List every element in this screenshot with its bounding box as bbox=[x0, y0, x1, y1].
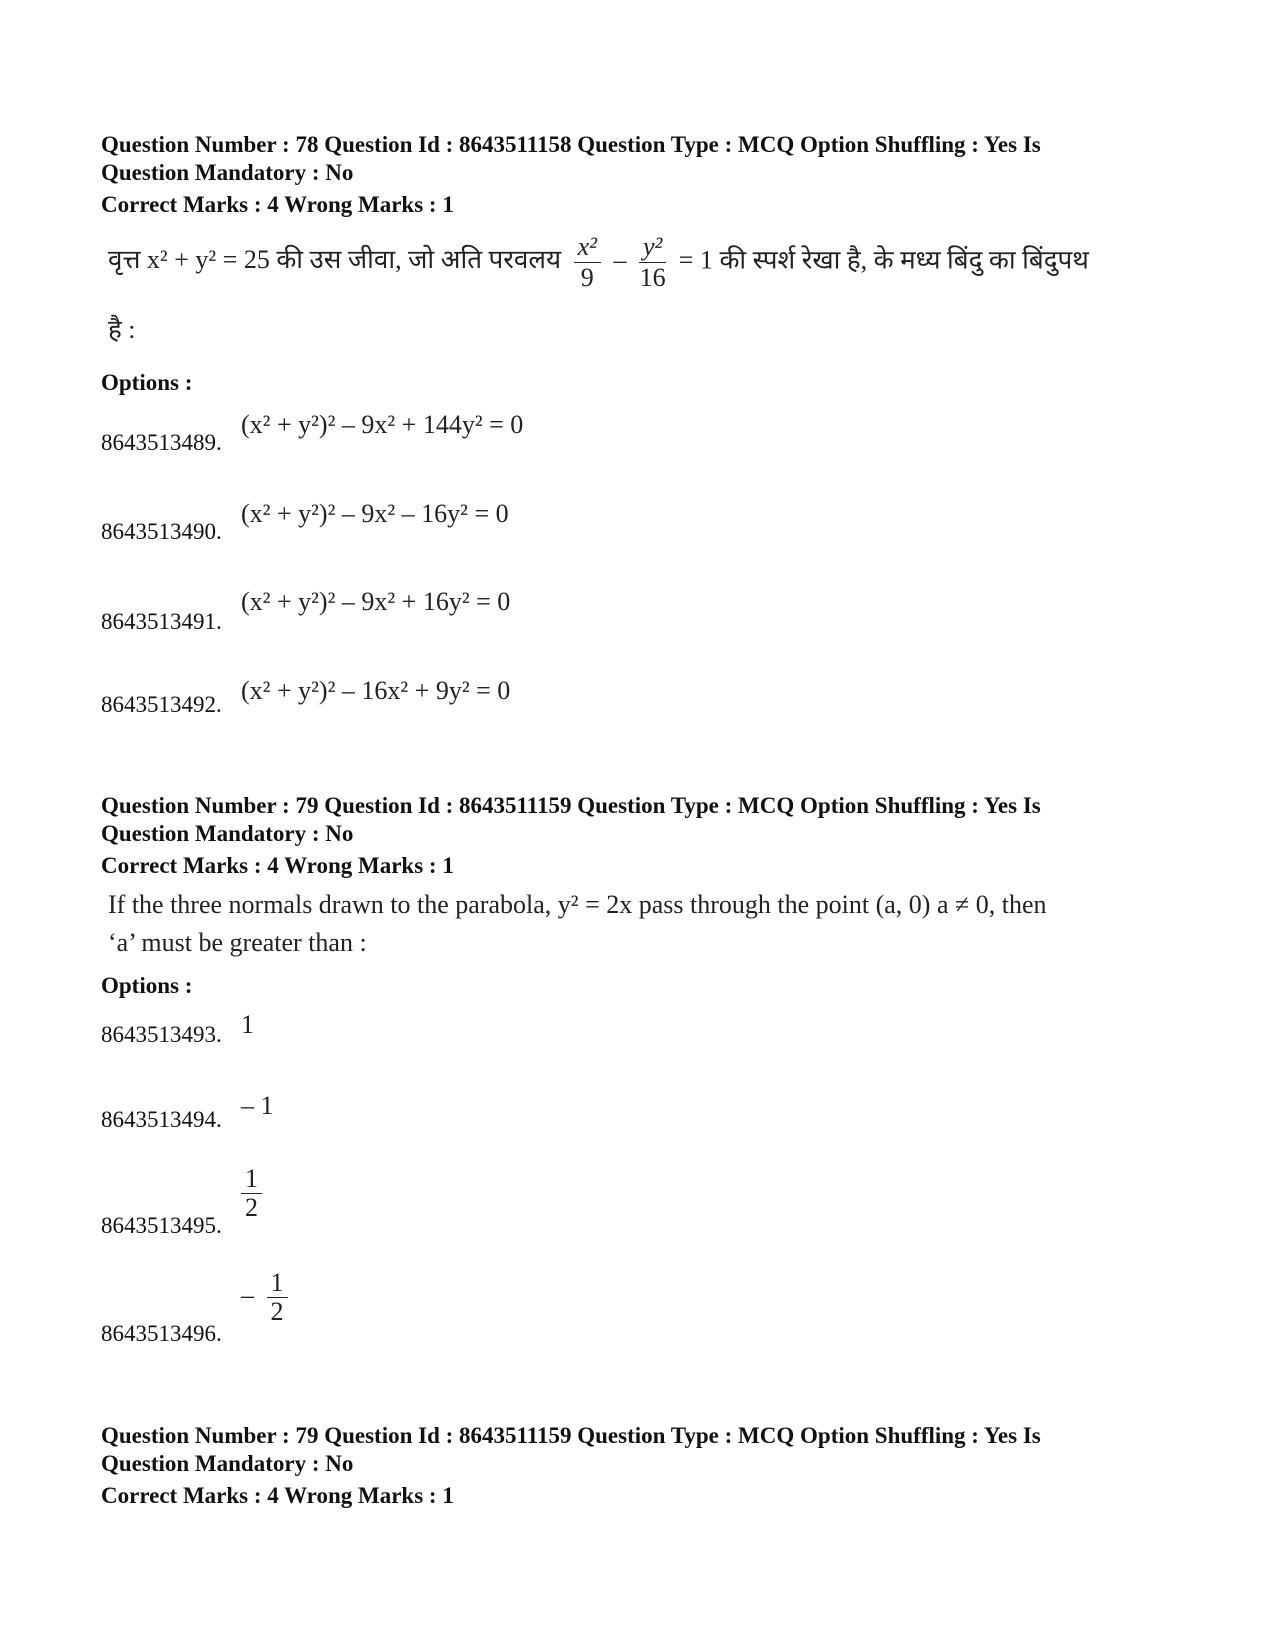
option-value: – 1 bbox=[241, 1091, 274, 1120]
question-text-part: = 1 की स्पर्श रेखा है, के मध्य बिंदु का बिंदुपथ bbox=[678, 245, 1089, 275]
option-row bbox=[101, 1164, 258, 1239]
option-id: 8643513491. bbox=[101, 609, 222, 634]
fraction-x2-over-9 bbox=[574, 232, 601, 293]
option-id: 8643513494. bbox=[101, 1107, 222, 1132]
question-text-part: है : bbox=[108, 315, 136, 344]
question-text-line: ‘a’ must be greater than : bbox=[108, 928, 367, 957]
question-mandatory-line: Question Mandatory : No bbox=[101, 821, 354, 846]
marks-line: Correct Marks : 4 Wrong Marks : 1 bbox=[101, 192, 454, 217]
option-id: 8643513495. bbox=[101, 1213, 222, 1238]
question-meta-line: Question Number : 78 Question Id : 8643511158 Question Type : MCQ Option Shuffling : Yes Is bbox=[101, 132, 1041, 157]
option-row bbox=[101, 499, 509, 545]
option-row bbox=[101, 676, 511, 718]
options-label: Options : bbox=[101, 370, 193, 395]
option-value: (x² + y²)² – 9x² + 16y² = 0 bbox=[241, 587, 511, 616]
question-meta-line: Question Number : 79 Question Id : 8643511159 Question Type : MCQ Option Shuffling : Yes Is bbox=[101, 793, 1041, 818]
option-id: 8643513489. bbox=[101, 430, 222, 455]
fraction-one-half bbox=[241, 1165, 262, 1222]
options-label: Options : bbox=[101, 973, 193, 998]
option-id: 8643513492. bbox=[101, 692, 222, 717]
option-row bbox=[101, 410, 524, 456]
option-value: (x² + y²)² – 9x² – 16y² = 0 bbox=[241, 499, 509, 528]
marks-line: Correct Marks : 4 Wrong Marks : 1 bbox=[101, 1483, 454, 1508]
question-79-header bbox=[101, 792, 1121, 880]
marks-line: Correct Marks : 4 Wrong Marks : 1 bbox=[101, 853, 454, 878]
question-79-repeat-header bbox=[101, 1422, 1121, 1510]
question-78-text bbox=[101, 232, 1201, 349]
option-row bbox=[101, 587, 511, 635]
minus-sign: – bbox=[241, 1280, 254, 1310]
question-text-part: वृत्त x² + y² = 25 की उस जीवा, जो अति परवलय bbox=[108, 245, 562, 275]
fraction-numerator: 1 bbox=[267, 1269, 288, 1298]
option-row bbox=[101, 1268, 284, 1347]
option-value bbox=[241, 1165, 262, 1222]
question-mandatory-line: Question Mandatory : No bbox=[101, 1451, 354, 1476]
question-79-text bbox=[101, 886, 1201, 962]
option-id: 8643513493. bbox=[101, 1022, 222, 1047]
question-78-header bbox=[101, 131, 1121, 219]
option-row bbox=[101, 1091, 274, 1133]
question-text-line: If the three normals drawn to the parabola, y² = 2x pass through the point (a, 0) a ≠ 0, then bbox=[108, 890, 1047, 919]
fraction-denominator: 2 bbox=[245, 1193, 258, 1222]
option-value: 1 bbox=[241, 1010, 254, 1039]
question-mandatory-line: Question Mandatory : No bbox=[101, 160, 354, 185]
fraction-numerator: x² bbox=[574, 232, 601, 263]
option-value bbox=[241, 1269, 294, 1326]
fraction-denominator: 2 bbox=[270, 1297, 284, 1326]
fraction-y2-over-16 bbox=[639, 232, 666, 293]
fraction-denominator: 9 bbox=[580, 263, 594, 292]
fraction-numerator: 1 bbox=[241, 1165, 262, 1194]
option-id: 8643513490. bbox=[101, 519, 222, 544]
fraction-numerator: y² bbox=[639, 232, 666, 263]
option-value: (x² + y²)² – 9x² + 144y² = 0 bbox=[241, 410, 524, 439]
fraction-one-half bbox=[267, 1269, 288, 1326]
option-row bbox=[101, 1010, 254, 1048]
option-value: (x² + y²)² – 16x² + 9y² = 0 bbox=[241, 676, 511, 705]
minus-sign: – bbox=[613, 245, 627, 275]
fraction-denominator: 16 bbox=[639, 263, 666, 292]
question-meta-line: Question Number : 79 Question Id : 8643511159 Question Type : MCQ Option Shuffling : Yes Is bbox=[101, 1423, 1041, 1448]
option-id: 8643513496. bbox=[101, 1321, 222, 1346]
